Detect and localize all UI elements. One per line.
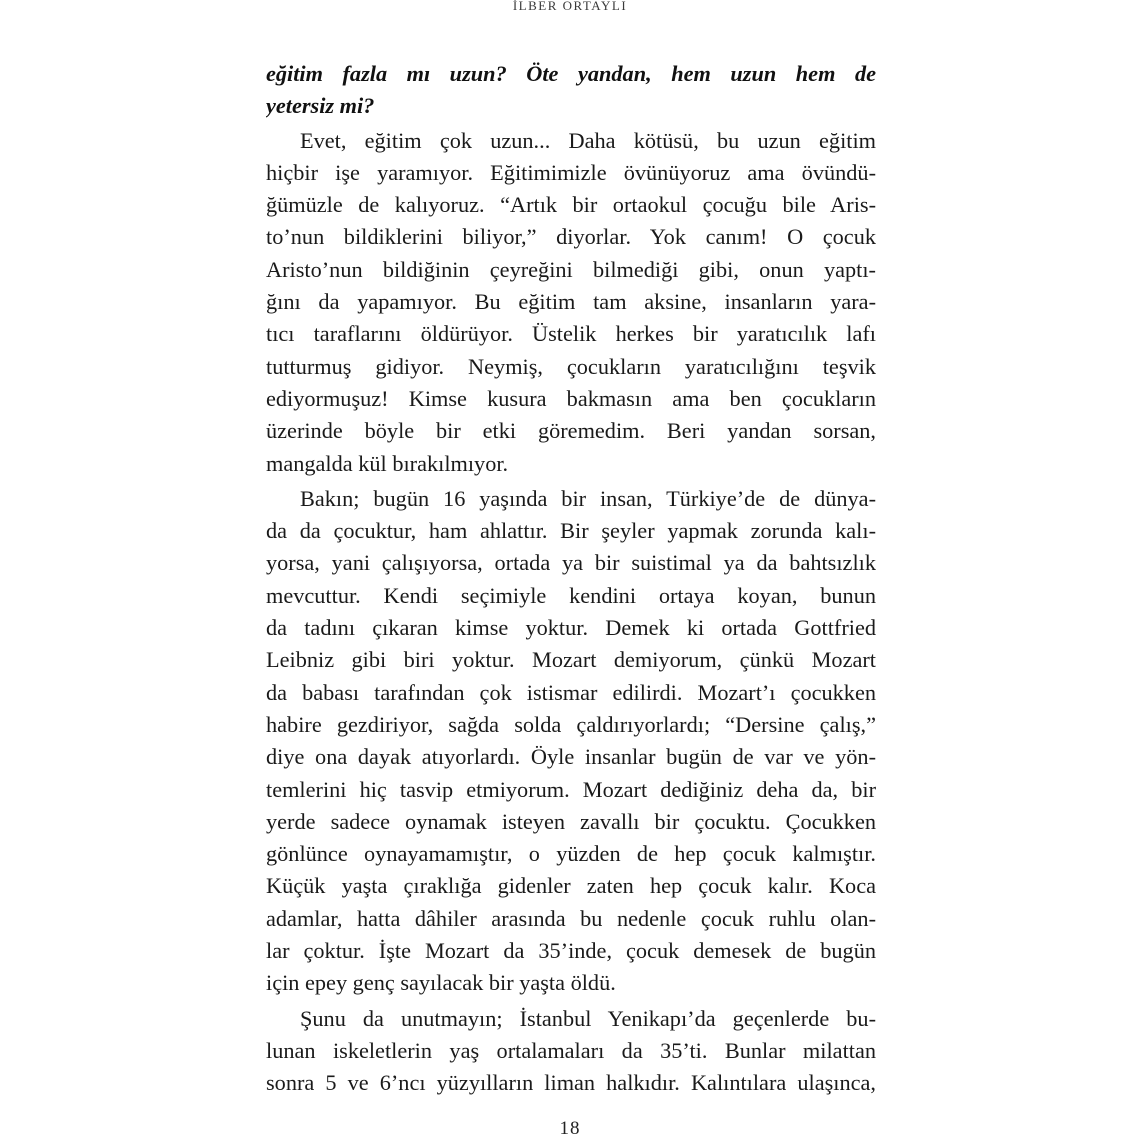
text-line: Aristo’nun bildiğinin çeyreğini bilmediği gibi, onun yaptı- (266, 256, 876, 282)
text-line: ğümüzle de kalıyoruz. “Artık bir ortaokul çocuğu bile Aris- (266, 192, 876, 218)
text-line: mangalda kül bırakılmıyor. (266, 450, 509, 476)
text-line: to’nun bildiklerini biliyor,” diyorlar. Yok canım! O çocuk (266, 224, 876, 250)
text-line: mevcuttur. Kendi seçimiyle kendini ortaya koyan, bunun (266, 582, 876, 608)
text-line: da da çocuktur, ham ahlattır. Bir şeyler yapmak zorunda kalı- (266, 518, 876, 544)
running-head: İLBER ORTAYLI (512, 0, 628, 13)
question-line: eğitim fazla mı uzun? Öte yandan, hem uzun hem de (266, 61, 876, 86)
text-line: üzerinde böyle bir etki göremedim. Beri yandan sorsan, (266, 418, 876, 444)
paragraph-2 (266, 483, 876, 1000)
text-line: da babası tarafından çok istismar edilirdi. Mozart’ı çocukken (266, 679, 876, 705)
text-line: gönlünce oynayamamıştır, o yüzden de hep çocuk kalmıştır. (266, 841, 876, 867)
text-line: Bakın; bugün 16 yaşında bir insan, Türkiye’de de dünya- (300, 485, 876, 511)
text-line: habire gezdiriyor, sağda solda çaldırıyorlardı; “Dersine çalış,” (266, 711, 876, 737)
paragraph-1 (266, 125, 876, 480)
body-text (266, 58, 876, 1103)
text-line: yerde sadece oynamak isteyen zavallı bir çocuktu. Çocukken (266, 808, 876, 834)
text-line: temlerini hiç tasvip etmiyorum. Mozart dediğiniz deha da, bir (266, 776, 876, 802)
text-line: adamlar, hatta dâhiler arasında bu nedenle çocuk ruhlu olan- (266, 905, 876, 931)
text-line: ediyormuşuz! Kimse kusura bakmasın ama ben çocukların (266, 385, 876, 411)
text-line: Şunu da unutmayın; İstanbul Yenikapı’da geçenlerde bu- (300, 1005, 876, 1031)
page-number: 18 (559, 1118, 581, 1139)
text-line: tutturmuş gidiyor. Neymiş, çocukların yaratıcılığını teşvik (266, 353, 876, 379)
paragraph-3 (266, 1003, 876, 1100)
text-line: ğını da yapamıyor. Bu eğitim tam aksine, insanların yara- (266, 289, 876, 315)
text-line: için epey genç sayılacak bir yaşta öldü. (266, 970, 616, 996)
text-line: sonra 5 ve 6’ncı yüzyılların liman halkıdır. Kalıntılara ulaşınca, (266, 1070, 876, 1096)
text-line: hiçbir işe yaramıyor. Eğitimimizle övünüyoruz ama övündü- (266, 159, 876, 185)
text-line: Küçük yaşta çıraklığa gidenler zaten hep çocuk kalır. Koca (266, 873, 876, 899)
question-heading (266, 58, 876, 123)
text-line: lar çoktur. İşte Mozart da 35’inde, çocuk demesek de bugün (266, 938, 876, 964)
question-line: yetersiz mi? (266, 93, 375, 119)
text-line: diye ona dayak atıyorlardı. Öyle insanlar bugün de var ve yön- (266, 744, 876, 770)
text-line: tıcı taraflarını öldürüyor. Üstelik herkes bir yaratıcılık lafı (266, 321, 876, 347)
text-line: lunan iskeletlerin yaş ortalamaları da 35’ti. Bunlar milattan (266, 1037, 876, 1063)
text-line: yorsa, yani çalışıyorsa, ortada ya bir suistimal ya da bahtsızlık (266, 550, 876, 576)
text-line: da tadını çıkaran kimse yoktur. Demek ki ortada Gottfried (266, 615, 876, 641)
text-line: Evet, eğitim çok uzun... Daha kötüsü, bu uzun eğitim (300, 127, 876, 153)
text-line: Leibniz gibi biri yoktur. Mozart demiyorum, çünkü Mozart (266, 647, 876, 673)
